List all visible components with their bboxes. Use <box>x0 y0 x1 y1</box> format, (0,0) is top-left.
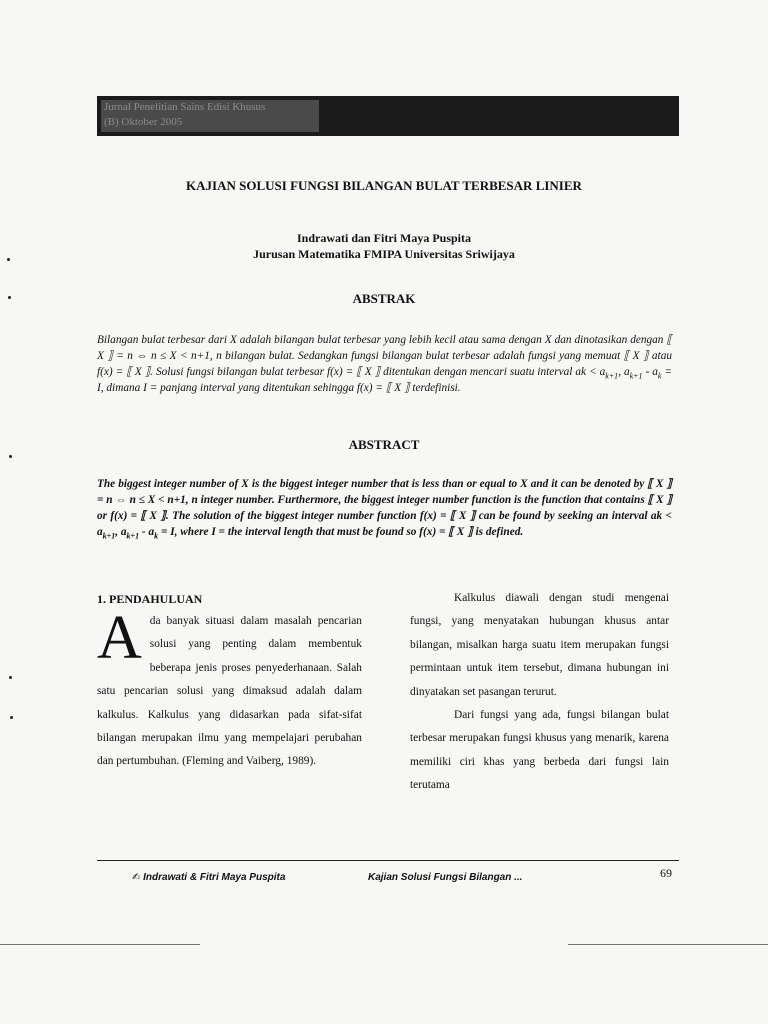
authors: Indrawati dan Fitri Maya Puspita <box>296 231 471 245</box>
footer-authors: ✍ Indrawati & Fitri Maya Puspita <box>132 872 286 883</box>
journal-tag-line2: (B) Oktober 2005 <box>104 116 183 128</box>
abstrak-text-4: = I, dimana I = panjang interval yang ditentukan sehingga f(x) = ⟦ X ⟧ terdefinisi. <box>97 366 673 394</box>
affiliation: Jurusan Matematika FMIPA Universitas Sriwijaya <box>253 247 515 261</box>
scan-speck <box>7 258 10 261</box>
abstract-sub-3: k <box>154 531 159 541</box>
abstrak-sub-1: k+1 <box>605 371 619 381</box>
abstract-text <box>97 476 672 540</box>
abstrak-text-1: Bilangan bulat terbesar dari X adalah bilangan bulat terbesar yang lebih kecil atau sama dengan X dan dinotasikan dengan ⟦ X ⟧ = n ⇔ n ≤ X < n+1, n bilangan bulat. Sedangkan fungsi bilangan bulat terbesar adalah fungsi yang memuat ⟦ X ⟧ atau f(x) = ⟦ X ⟧. Solusi fungsi bilangan bulat terbesar f(x) = ⟦ X ⟧ ditentukan dengan mencari suatu interval ak < a <box>97 334 672 378</box>
scan-speck <box>9 455 12 458</box>
abstract-text-3: - a <box>139 526 155 538</box>
abstract-text-2: , a <box>115 526 127 538</box>
section-heading: 1. PENDAHULUAN <box>97 592 203 606</box>
abstrak-sub-2: k+1 <box>629 371 643 381</box>
page-number: 69 <box>660 866 672 880</box>
drop-cap: A <box>97 604 142 672</box>
scan-speck <box>9 676 12 679</box>
journal-tag-line1: Jurnal Penelitian Sains Edisi Khusus <box>104 101 266 113</box>
scan-speck <box>10 716 13 719</box>
author-block <box>0 230 768 262</box>
abstract-sub-2: k+1 <box>126 531 140 541</box>
scan-speck <box>8 296 11 299</box>
scan-edge-line <box>568 944 768 945</box>
abstrak-heading: ABSTRAK <box>352 291 416 306</box>
right-column <box>410 587 669 798</box>
right-paragraph-2: Dari fungsi yang ada, fungsi bilangan bulat terbesar merupakan fungsi khusus yang menarik, karena memiliki ciri khas yang berbeda dari fungsi lain terutama <box>410 709 669 792</box>
footer-title: Kajian Solusi Fungsi Bilangan ... <box>368 872 523 883</box>
left-column <box>97 604 362 774</box>
abstract-heading: ABSTRACT <box>348 437 420 452</box>
abstract-text-4: = I, where I = the interval length that must be found so f(x) = ⟦ X ⟧ is defined. <box>158 526 524 538</box>
abstrak-text <box>97 332 672 396</box>
abstrak-sub-3: k <box>657 371 662 381</box>
scan-edge-line <box>0 944 200 945</box>
left-column-text: da banyak situasi dalam masalah pencarian solusi yang penting dalam membentuk beberapa jenis proses penyederhanaan. Salah satu pencarian solusi yang dimaksud adalah dalam kalkulus. Kalkulus yang didasarkan pada sifat-sifat bilangan merupakan ilmu yang mempelajari perubahan dan pertumbuhan. (Fleming and Vaiberg, 1989). <box>97 615 362 768</box>
paper-title: KAJIAN SOLUSI FUNGSI BILANGAN BULAT TERBESAR LINIER <box>186 178 582 193</box>
abstract-text-1: The biggest integer number of X is the biggest integer number that is less than or equal to X and it can be denoted by ⟦ X ⟧ = n ⇔ n ≤ X < n+1, n integer number. Furthermore, the biggest integer number function is the function that contains ⟦ X ⟧ or f(x) = ⟦ X ⟧. The solution of the biggest integer number function f(x) = ⟦ X ⟧ can be found by seeking an interval ak < a <box>97 478 672 538</box>
journal-banner <box>97 96 679 136</box>
abstrak-text-2: , a <box>618 366 630 378</box>
right-paragraph-1: Kalkulus diawali dengan studi mengenai fungsi, yang menyatakan hubungan khusus antar bilangan, misalkan harga suatu item merupakan fungsi permintaan untuk item tersebut, dimana hubungan ini dinyatakan set pasangan terurut. <box>410 592 669 698</box>
abstrak-text-3: - a <box>642 366 658 378</box>
journal-tag <box>101 100 319 132</box>
footer-rule <box>97 860 679 861</box>
abstract-sub-1: k+1 <box>102 531 116 541</box>
